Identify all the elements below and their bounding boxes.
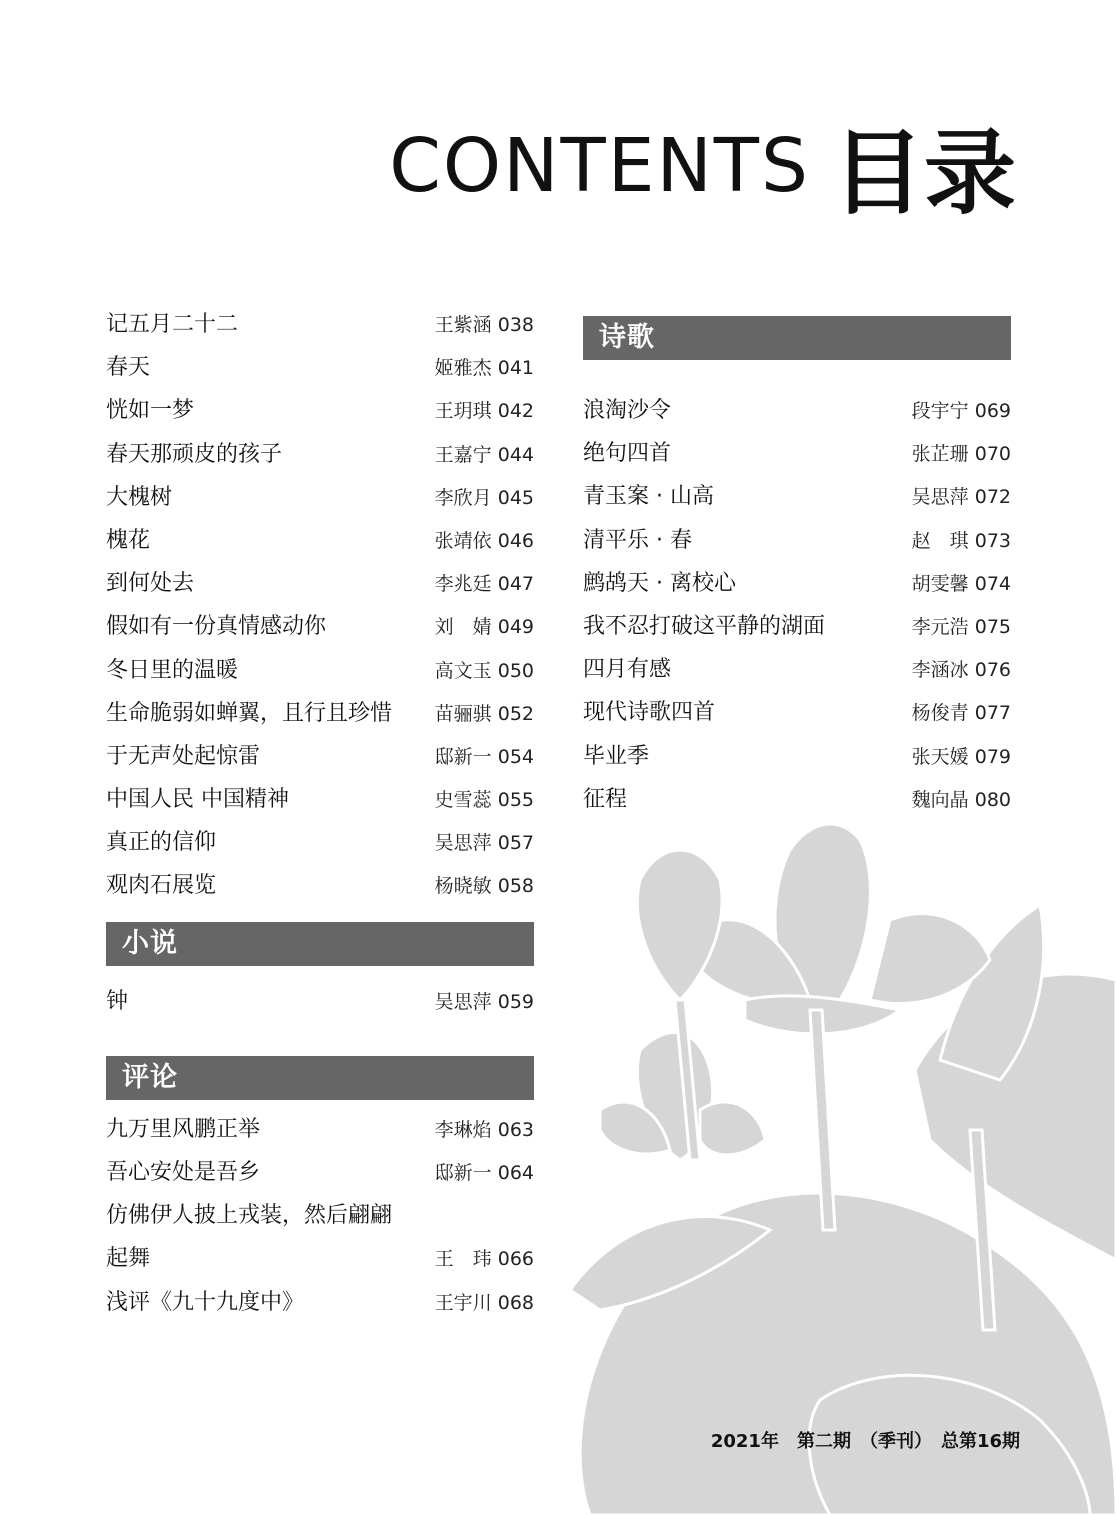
- entry-author: 史雪蕊: [434, 789, 492, 812]
- entry-title: 征程: [583, 786, 628, 812]
- entry-title: 槐花: [106, 527, 151, 553]
- entry-title: 恍如一梦: [106, 398, 195, 424]
- entry-author: 张靖依: [434, 529, 492, 552]
- entry-page: 069: [974, 400, 1011, 422]
- entry-title: 起舞: [106, 1246, 151, 1272]
- entry-title: 毕业季: [583, 743, 650, 769]
- entry-meta: [435, 390, 534, 433]
- entry-author: 刘 婧: [434, 616, 492, 639]
- entry-meta: [912, 606, 1011, 649]
- toc-entry[interactable]: [106, 562, 534, 605]
- entry-page: 059: [497, 990, 534, 1013]
- title-english: CONTENTS: [389, 123, 810, 209]
- entry-author: 苗骊骐: [434, 702, 492, 725]
- entry-page: 074: [974, 572, 1011, 595]
- entry-page: 063: [497, 1118, 534, 1141]
- entry-title: 绝句四首: [583, 441, 672, 467]
- toc-entry[interactable]: [106, 778, 534, 821]
- entry-author: 吴思萍: [434, 832, 492, 855]
- entry-author: 李欣月: [434, 486, 492, 509]
- entry-meta: [435, 1282, 534, 1325]
- entry-meta: [912, 692, 1011, 735]
- entry-page: 070: [974, 443, 1011, 466]
- entry-author: 王 玮: [434, 1248, 492, 1271]
- entry-meta: [912, 563, 1011, 606]
- entry-page: 080: [974, 788, 1011, 811]
- entry-title: 九万里风鹏正举: [106, 1116, 261, 1142]
- toc-entry[interactable]: [106, 1237, 534, 1280]
- toc-entry[interactable]: [583, 519, 1011, 562]
- entry-page: 075: [974, 615, 1011, 638]
- toc-entry[interactable]: [106, 980, 534, 1023]
- entry-page: 038: [497, 314, 534, 336]
- entry-author: 李琳焰: [434, 1118, 492, 1141]
- toc-entry[interactable]: [106, 821, 534, 864]
- entry-meta: [435, 779, 534, 822]
- entry-author: 赵 琪: [911, 529, 969, 552]
- entry-page: 058: [497, 875, 534, 898]
- entry-meta: [435, 434, 534, 477]
- entry-title: 钟: [106, 988, 129, 1014]
- entry-page: 054: [497, 745, 534, 768]
- entry-page: 045: [497, 486, 534, 509]
- entry-title: 浪淘沙令: [583, 398, 672, 423]
- entry-page: 077: [974, 702, 1011, 725]
- toc-entry[interactable]: [106, 476, 534, 519]
- entry-author: 王紫涵: [434, 314, 492, 336]
- entry-meta: [435, 981, 534, 1024]
- section-header-review: 评论: [106, 1056, 534, 1100]
- entry-meta: [435, 304, 534, 347]
- entry-meta: [435, 865, 534, 908]
- toc-entry[interactable]: [106, 1151, 534, 1194]
- entry-meta: [435, 736, 534, 779]
- entry-meta: [435, 1109, 534, 1152]
- entry-author: 胡雯馨: [911, 572, 969, 595]
- toc-entry[interactable]: [106, 519, 534, 562]
- entry-title: 仿佛伊人披上戎装，然后翩翩: [106, 1203, 393, 1229]
- entry-meta: [912, 649, 1011, 692]
- entry-author: 段宇宁: [911, 400, 969, 422]
- toc-entry[interactable]: [583, 691, 1011, 734]
- entry-meta: [435, 650, 534, 693]
- entry-title: 记五月二十二: [106, 312, 239, 337]
- entry-title: 四月有感: [583, 657, 672, 683]
- toc-entry[interactable]: [106, 1108, 534, 1151]
- entry-page: 046: [497, 529, 534, 552]
- entry-author: 李元浩: [911, 615, 969, 638]
- entry-title: 大槐树: [106, 484, 173, 510]
- entry-title: 假如有一份真情感动你: [106, 614, 327, 640]
- entry-page: 044: [497, 443, 534, 466]
- issue-info: 2021年 第二期 （季刊） 总第16期: [710, 1431, 1020, 1452]
- toc-entry[interactable]: [583, 432, 1011, 475]
- entry-title: 冬日里的温暖: [106, 657, 239, 683]
- entry-title: 中国人民 中国精神: [106, 787, 289, 813]
- toc-entry[interactable]: [583, 389, 1011, 432]
- entry-page: 057: [497, 832, 534, 855]
- toc-entry[interactable]: [583, 562, 1011, 605]
- entry-author: 邸新一: [434, 1162, 492, 1184]
- entry-page: 066: [497, 1248, 534, 1271]
- page-header: [389, 100, 1016, 232]
- entry-title: 观肉石展览: [106, 873, 217, 899]
- entry-title: 清平乐 · 春: [583, 527, 692, 553]
- toc-entry[interactable]: [106, 605, 534, 648]
- section-header-poetry: 诗歌: [583, 316, 1011, 360]
- entry-page: 049: [497, 616, 534, 639]
- entry-page: 047: [497, 573, 534, 596]
- entry-page: 068: [497, 1291, 534, 1314]
- entry-author: 魏向晶: [911, 788, 969, 811]
- entry-title: 浅评《九十九度中》: [106, 1289, 305, 1315]
- entry-title: 到何处去: [106, 571, 195, 597]
- entry-title: 我不忍打破这平静的湖面: [583, 613, 826, 639]
- toc-entry[interactable]: [106, 389, 534, 432]
- toc-entry[interactable]: [106, 735, 534, 778]
- entry-author: 吴思萍: [434, 990, 492, 1013]
- entry-page: 041: [497, 357, 534, 380]
- entry-page: 079: [974, 745, 1011, 768]
- entry-author: 李涵冰: [911, 659, 969, 682]
- toc-entry[interactable]: [583, 605, 1011, 648]
- toc-entry[interactable]: [106, 1194, 534, 1237]
- entry-meta: [435, 1238, 534, 1281]
- entry-meta: [912, 390, 1011, 433]
- entry-meta: [912, 433, 1011, 476]
- toc-entry[interactable]: [583, 475, 1011, 518]
- entry-title: 春天那顽皮的孩子: [106, 441, 283, 467]
- entry-meta: [435, 606, 534, 649]
- toc-entry[interactable]: [106, 1281, 534, 1324]
- toc-entry[interactable]: [106, 649, 534, 692]
- entry-page: 076: [974, 659, 1011, 682]
- entry-page: 072: [974, 486, 1011, 509]
- entry-meta: [435, 520, 534, 563]
- entry-meta: [435, 1152, 534, 1195]
- entry-author: 杨俊青: [911, 702, 969, 725]
- entry-author: 吴思萍: [911, 486, 969, 509]
- entry-page: 055: [497, 789, 534, 812]
- entry-author: 姬雅杰: [434, 357, 492, 380]
- entry-author: 杨晓敏: [434, 875, 492, 898]
- entry-page: 073: [974, 529, 1011, 552]
- entry-author: 王宇川: [434, 1291, 492, 1314]
- entry-meta: [912, 779, 1011, 822]
- entry-title: 现代诗歌四首: [583, 700, 716, 726]
- title-chinese: 目录: [831, 120, 1016, 227]
- toc-entry[interactable]: [106, 433, 534, 476]
- entry-meta: [435, 563, 534, 606]
- entry-page: 042: [497, 400, 534, 423]
- toc-entry[interactable]: [106, 692, 534, 735]
- entry-meta: [912, 476, 1011, 519]
- entry-page: 050: [497, 659, 534, 682]
- toc-entry[interactable]: [583, 735, 1011, 778]
- entry-title: 于无声处起惊雷: [106, 743, 261, 769]
- toc-entry[interactable]: [583, 778, 1011, 821]
- entry-title: 生命脆弱如蝉翼，且行且珍惜: [106, 700, 393, 726]
- entry-author: 高文玉: [434, 659, 492, 682]
- entry-title: 吾心安处是吾乡: [106, 1160, 261, 1185]
- toc-entry[interactable]: [583, 648, 1011, 691]
- entry-title: 真正的信仰: [106, 830, 217, 856]
- toc-entry[interactable]: [106, 346, 534, 389]
- entry-author: 李兆廷: [434, 573, 492, 596]
- entry-meta: [912, 520, 1011, 563]
- entry-author: 王嘉宁: [434, 443, 492, 466]
- entry-title: 青玉案 · 山高: [583, 484, 714, 510]
- entry-author: 张芷珊: [911, 443, 969, 466]
- entry-meta: [435, 822, 534, 865]
- entry-author: 邸新一: [434, 745, 492, 768]
- entry-meta: [435, 477, 534, 520]
- entry-page: 052: [497, 702, 534, 725]
- entry-author: 张天媛: [911, 745, 969, 768]
- entry-meta: [912, 736, 1011, 779]
- entry-title: 春天: [106, 355, 151, 381]
- entry-page: 064: [497, 1162, 534, 1184]
- toc-entry[interactable]: [106, 303, 534, 346]
- entry-title: 鹧鸪天 · 离校心: [583, 570, 736, 596]
- section-header-novel: 小说: [106, 922, 534, 966]
- entry-author: 王玥琪: [434, 400, 492, 423]
- toc-left-column: [106, 303, 534, 1324]
- entry-meta: [435, 347, 534, 390]
- toc-entry[interactable]: [106, 864, 534, 907]
- entry-meta: [435, 693, 534, 736]
- toc-right-column: [583, 303, 1011, 821]
